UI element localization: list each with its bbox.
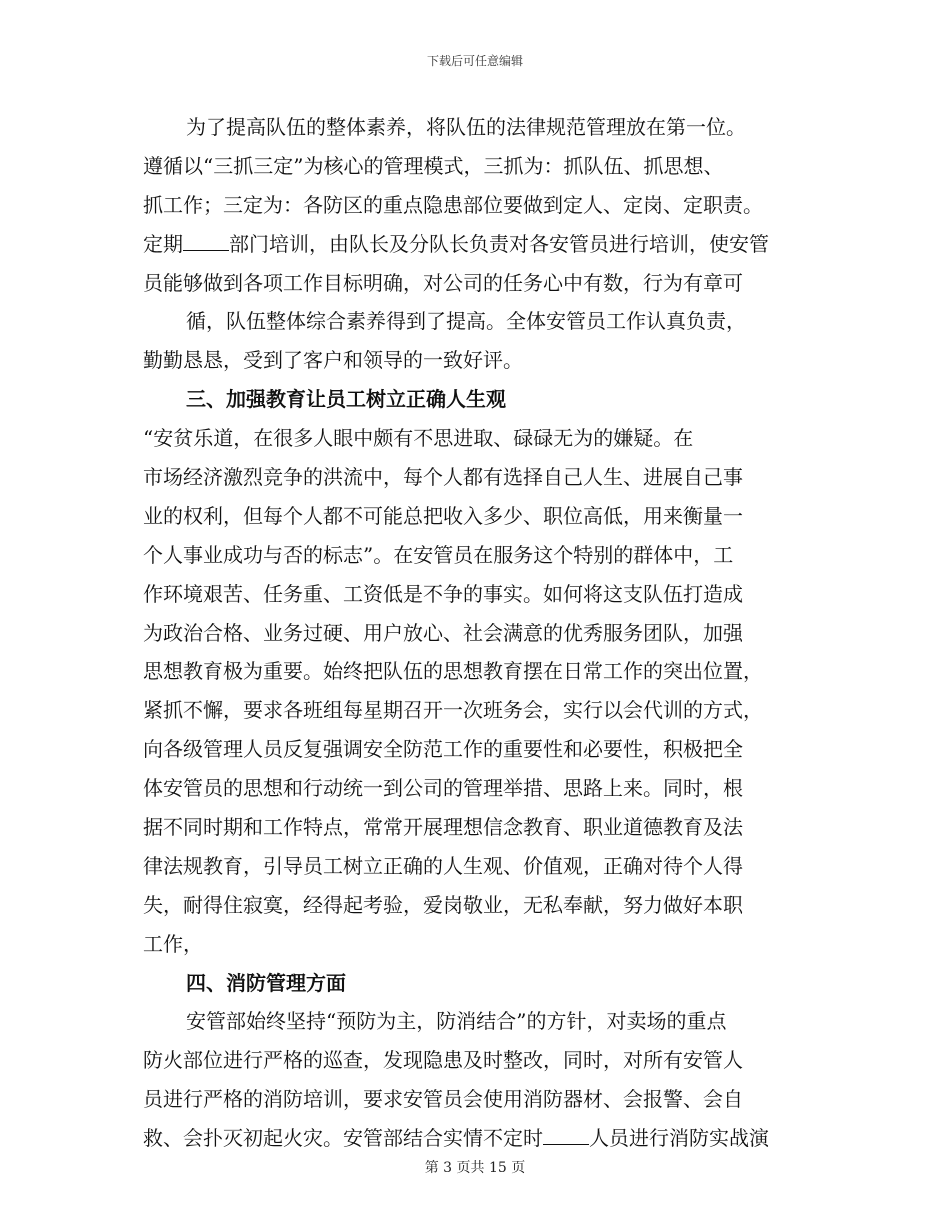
text-after-blank: 人员进行消防实战演 xyxy=(589,1126,769,1151)
text-before-blank: 救、会扑灭初起火灾。安管部结合实情不定时 xyxy=(143,1126,543,1151)
text-line: 据不同时期和工作特点，常常开展理想信念教育、职业道德教育及法 xyxy=(143,815,743,840)
text-line: 勤勤恳恳，受到了客户和领导的一致好评。 xyxy=(143,348,523,373)
text-line: 个人事业成功与否的标志”。在安管员在服务这个特别的群体中，工 xyxy=(143,542,734,567)
text-line: 作环境艰苦、任务重、工资低是不争的事实。如何将这支队伍打造成 xyxy=(143,581,743,606)
text-line: 向各级管理人员反复强调安全防范工作的重要性和必要性，积极把全 xyxy=(143,737,743,762)
section-heading: 三、加强教育让员工树立正确人生观 xyxy=(186,387,506,412)
page-footer: 第 3 页共 15 页 xyxy=(424,1160,526,1176)
text-line-with-blank xyxy=(143,1119,808,1158)
text-after-blank: 部门培训，由队长及分队长负责对各安管员进行培训，使安管 xyxy=(229,231,769,256)
text-line: 循，队伍整体综合素养得到了提高。全体安管员工作认真负责， xyxy=(186,309,746,334)
text-line: 员能够做到各项工作目标明确，对公司的任务心中有数，行为有章可 xyxy=(143,270,743,295)
text-line: 员进行严格的消防培训，要求安管员会使用消防器材、会报警、会自 xyxy=(143,1087,743,1112)
text-line: 市场经济激烈竞争的洪流中，每个人都有选择自己人生、进展自己事 xyxy=(143,465,743,490)
text-line: 律法规教育，引导员工树立正确的人生观、价值观，正确对待个人得 xyxy=(143,853,743,878)
text-line: 体安管员的思想和行动统一到公司的管理举措、思路上来。同时，根 xyxy=(143,776,743,801)
text-line-with-blank xyxy=(143,225,808,264)
text-line: 业的权利，但每个人都不可能总把收入多少、职位高低，用来衡量一 xyxy=(143,503,743,528)
text-line: 抓工作；三定为：各防区的重点隐患部位要做到定人、定岗、定职责。 xyxy=(143,192,763,217)
fill-in-blank xyxy=(183,228,229,251)
text-line: 紧抓不懈，要求各班组每星期召开一次班务会，实行以会代训的方式， xyxy=(143,698,763,723)
text-line: 为了提高队伍的整体素养，将队伍的法律规范管理放在第一位。 xyxy=(186,115,746,139)
text-line: 安管部始终坚持“预防为主，防消结合”的方针，对卖场的重点 xyxy=(186,1009,727,1034)
text-before-blank: 定期 xyxy=(143,231,183,256)
text-line: 思想教育极为重要。始终把队伍的思想教育摆在日常工作的突出位置， xyxy=(143,659,763,684)
text-line: “安贫乐道，在很多人眼中颇有不思进取、碌碌无为的嫌疑。在 xyxy=(143,426,694,451)
fill-in-blank xyxy=(543,1122,589,1145)
text-line: 为政治合格、业务过硬、用户放心、社会满意的优秀服务团队，加强 xyxy=(143,620,743,645)
document-body xyxy=(143,108,808,1158)
page-header: 下载后可任意编辑 xyxy=(426,54,523,68)
text-line: 遵循以“三抓三定”为核心的管理模式，三抓为：抓队伍、抓思想、 xyxy=(143,153,724,178)
section-heading: 四、消防管理方面 xyxy=(186,970,346,995)
text-line: 失，耐得住寂寞，经得起考验，爱岗敬业，无私奉献，努力做好本职 xyxy=(143,892,743,917)
text-line: 防火部位进行严格的巡查，发现隐患及时整改，同时，对所有安管人 xyxy=(143,1048,743,1073)
text-line: 工作， xyxy=(143,931,203,956)
